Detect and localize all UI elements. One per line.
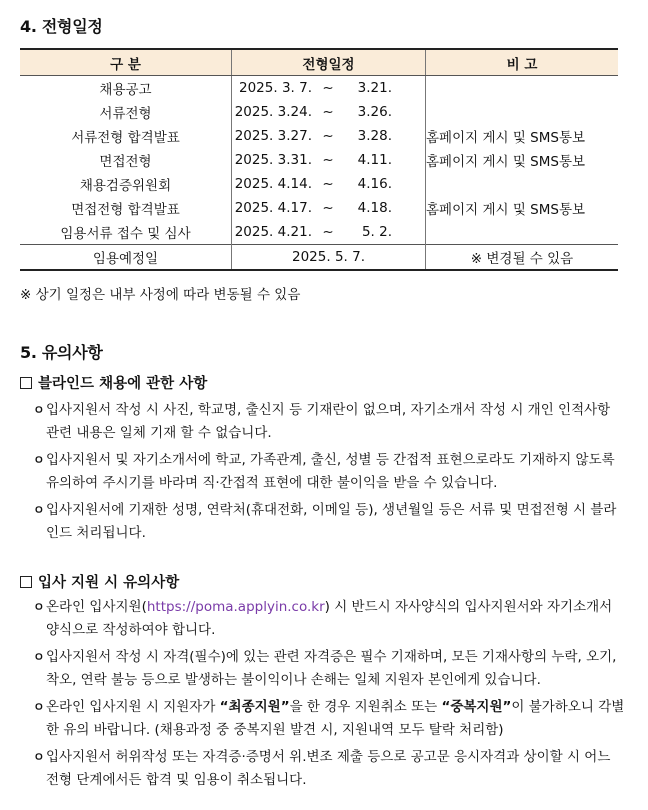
row-remark: 홈페이지 게시 및 SMS통보 xyxy=(426,196,619,220)
list-item xyxy=(33,399,625,445)
date-end: 3.28. xyxy=(357,128,392,144)
list-item-text: 입사지원서 및 자기소개서에 학교, 가족관계, 출신, 성별 등 간접적 표현으로라도 기재하지 않도록 유의하여 주시기를 바라며 직·간접적 표현에 대한 불이익을 받을 수 있습니다. xyxy=(46,452,615,491)
list-item xyxy=(33,499,625,545)
row-category: 면접전형 xyxy=(20,148,232,172)
date-start: 2025. 3.31. xyxy=(234,152,312,168)
header-schedule: 전형일정 xyxy=(232,49,426,76)
duplicate-apply-emphasis: “중복지원” xyxy=(441,699,512,715)
date-tilde: ~ xyxy=(322,224,334,240)
date-end: 4.11. xyxy=(357,152,392,168)
list-item xyxy=(33,746,625,792)
section-4-title: 4. 전형일정 xyxy=(20,17,103,36)
date-start: 2025. 3.24. xyxy=(234,104,312,120)
table-row xyxy=(20,172,618,196)
table-row xyxy=(20,196,618,220)
circle-bullet-icon: ㅇ xyxy=(33,600,45,614)
schedule-header-row xyxy=(20,49,618,76)
date-tilde: ~ xyxy=(322,176,334,192)
final-apply-emphasis: “최종지원” xyxy=(219,699,290,715)
date-tilde: ~ xyxy=(322,104,334,120)
blind-heading xyxy=(20,372,207,393)
row-remark xyxy=(426,76,619,101)
row-dates xyxy=(232,220,426,245)
section-5-title: 5. 유의사항 xyxy=(20,343,103,362)
date-start: 2025. 3. 7. xyxy=(239,80,312,96)
date-end: 4.16. xyxy=(357,176,392,192)
row-dates xyxy=(232,124,426,148)
list-item-text: 온라인 입사지원(https://poma.applyin.co.kr) 시 반드시 자사양식의 입사지원서와 자기소개서 양식으로 작성하여야 합니다. xyxy=(46,599,613,638)
header-category: 구 분 xyxy=(20,49,232,76)
row-category: 임용예정일 xyxy=(20,245,232,271)
date-tilde: ~ xyxy=(322,128,334,144)
date-end: 3.21. xyxy=(357,80,392,96)
list-item-text: 온라인 입사지원 시 지원자가 “최종지원”을 한 경우 지원취소 또는 “중복지원”이 불가하오니 각별한 유의 바랍니다. (채용과정 중 중복지원 발견 시, 지원내역 모두 탈락 처리함) xyxy=(46,699,625,738)
list-item-text: 입사지원서에 기재한 성명, 연락처(휴대전화, 이메일 등), 생년월일 등은 서류 및 면접전형 시 블라인드 처리됩니다. xyxy=(46,502,617,541)
apply-heading xyxy=(20,571,179,592)
table-row xyxy=(20,148,618,172)
date-end: 3.26. xyxy=(357,104,392,120)
row-dates xyxy=(232,196,426,220)
schedule-note: ※ 상기 일정은 내부 사정에 따라 변동될 수 있음 xyxy=(20,287,301,303)
list-item-text: 입사지원서 작성 시 사진, 학교명, 출신지 등 기재란이 없으며, 자기소개서 작성 시 개인 인적사항 관련 내용은 일체 기재 할 수 없습니다. xyxy=(46,402,611,441)
date-start: 2025. 4.21. xyxy=(234,224,312,240)
row-remark xyxy=(426,100,619,124)
row-category: 서류전형 xyxy=(20,100,232,124)
circle-bullet-icon: ㅇ xyxy=(33,453,45,467)
date-start: 2025. 4.14. xyxy=(234,176,312,192)
circle-bullet-icon: ㅇ xyxy=(33,700,45,714)
row-category: 면접전형 합격발표 xyxy=(20,196,232,220)
row-remark: 홈페이지 게시 및 SMS통보 xyxy=(426,124,619,148)
date-tilde: ~ xyxy=(322,200,334,216)
list-item-text: 입사지원서 작성 시 자격(필수)에 있는 관련 자격증은 필수 기재하며, 모든 기재사항의 누락, 오기, 착오, 연락 불능 등으로 발생하는 불이익이나 손해는 일체 지원자 본인에게 있습니다. xyxy=(46,649,617,688)
date-tilde: ~ xyxy=(322,152,334,168)
date-end: 5. 2. xyxy=(361,224,392,240)
row-dates xyxy=(232,172,426,196)
apply-heading-text: 입사 지원 시 유의사항 xyxy=(38,575,180,591)
date-end: 4.18. xyxy=(357,200,392,216)
row-dates xyxy=(232,100,426,124)
row-dates xyxy=(232,148,426,172)
row-remark xyxy=(426,172,619,196)
square-bullet-icon xyxy=(20,377,32,389)
apply-site-link[interactable]: https://poma.applyin.co.kr xyxy=(146,599,325,615)
header-remark: 비 고 xyxy=(426,49,619,76)
list-item xyxy=(33,696,625,742)
blind-heading-text: 블라인드 채용에 관한 사항 xyxy=(38,376,208,392)
list-item xyxy=(33,449,625,495)
circle-bullet-icon: ㅇ xyxy=(33,650,45,664)
schedule-table xyxy=(20,48,618,271)
table-row xyxy=(20,245,618,271)
list-item xyxy=(33,596,625,642)
row-remark: ※ 변경될 수 있음 xyxy=(426,245,619,271)
circle-bullet-icon: ㅇ xyxy=(33,750,45,764)
date-start: 2025. 4.17. xyxy=(234,200,312,216)
row-date: 2025. 5. 7. xyxy=(232,245,426,271)
row-dates xyxy=(232,76,426,101)
table-row xyxy=(20,220,618,245)
square-bullet-icon xyxy=(20,576,32,588)
list-item-text: 입사지원서 허위작성 또는 자격증·증명서 위.변조 제출 등으로 공고문 응시자격과 상이할 시 어느 전형 단계에서든 합격 및 임용이 취소됩니다. xyxy=(46,749,611,788)
row-category: 채용공고 xyxy=(20,76,232,101)
table-row xyxy=(20,124,618,148)
row-remark xyxy=(426,220,619,245)
row-remark: 홈페이지 게시 및 SMS통보 xyxy=(426,148,619,172)
list-item xyxy=(33,646,625,692)
table-row xyxy=(20,76,618,101)
row-category: 채용검증위원회 xyxy=(20,172,232,196)
circle-bullet-icon: ㅇ xyxy=(33,403,45,417)
row-category: 서류전형 합격발표 xyxy=(20,124,232,148)
date-tilde: ~ xyxy=(322,80,334,96)
row-category: 임용서류 접수 및 심사 xyxy=(20,220,232,245)
date-start: 2025. 3.27. xyxy=(234,128,312,144)
table-row xyxy=(20,100,618,124)
circle-bullet-icon: ㅇ xyxy=(33,503,45,517)
